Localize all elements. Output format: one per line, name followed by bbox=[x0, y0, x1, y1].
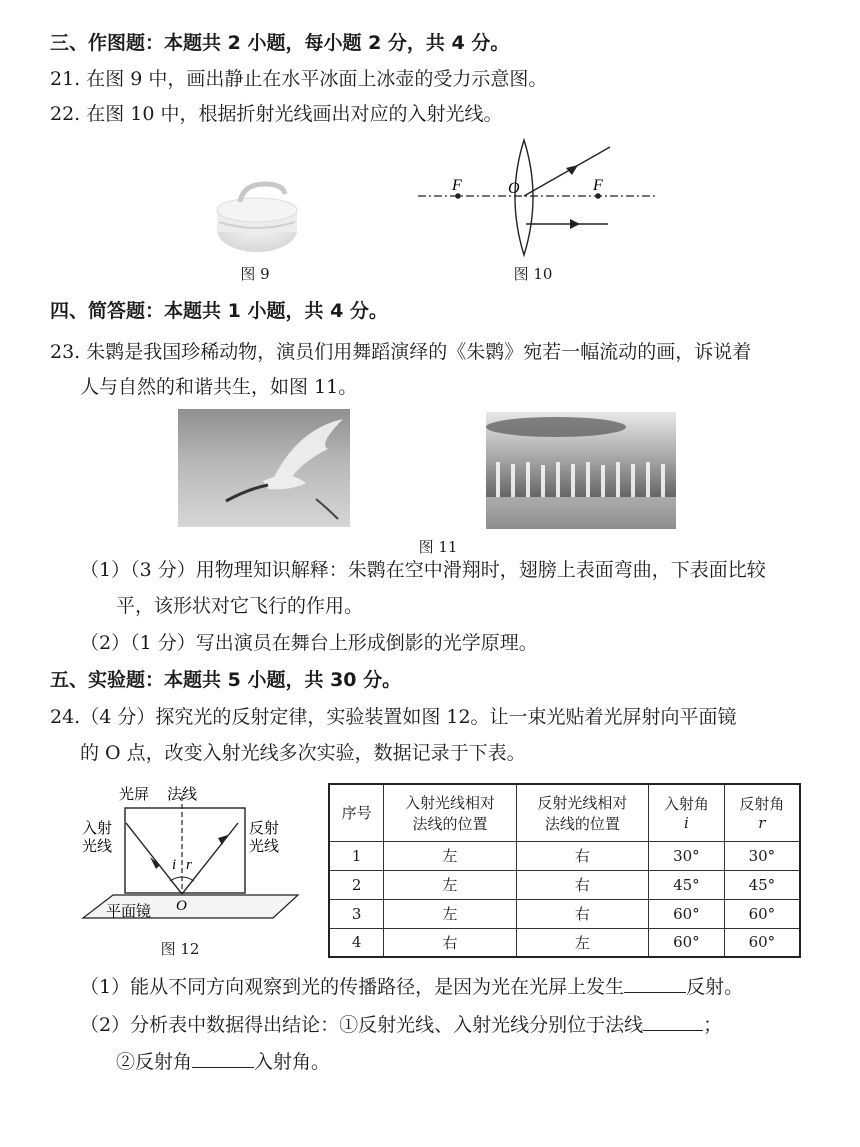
mirror-label: 平面镜 bbox=[106, 902, 152, 920]
header-reflect-angle: 反射角 r bbox=[724, 784, 800, 841]
table-cell: 30° bbox=[649, 841, 725, 870]
question-24-line2: 的 O 点，改变入射光线多次实验，数据记录于下表。 bbox=[80, 742, 526, 764]
table-cell: 2 bbox=[329, 870, 384, 899]
table-header-row bbox=[329, 784, 800, 841]
answer-blank-1[interactable] bbox=[624, 972, 686, 993]
focus-right-label: F bbox=[593, 177, 603, 194]
figure-11-caption: 图 11 bbox=[418, 538, 458, 556]
question-23-1-line2: 平，该形状对它飞行的作用。 bbox=[116, 595, 364, 617]
table-cell: 45° bbox=[724, 870, 800, 899]
crested-ibis-flying-photo bbox=[178, 409, 350, 527]
curling-stone-image bbox=[205, 172, 305, 257]
table-cell: 右 bbox=[384, 928, 516, 957]
header-reflect-position: 反射光线相对 法线的位置 bbox=[516, 784, 648, 841]
table-cell: 右 bbox=[516, 841, 648, 870]
table-cell: 左 bbox=[384, 870, 516, 899]
normal-line-label: 法线 bbox=[167, 785, 198, 803]
table-cell: 60° bbox=[724, 899, 800, 928]
figure-12-caption: 图 12 bbox=[160, 940, 200, 958]
question-23-line2: 人与自然的和谐共生，如图 11。 bbox=[80, 376, 358, 398]
header-index: 序号 bbox=[329, 784, 384, 841]
question-21: 21. 在图 9 中，画出静止在水平冰面上冰壶的受力示意图。 bbox=[50, 68, 548, 90]
table-row bbox=[329, 841, 800, 870]
figure-10-caption: 图 10 bbox=[513, 265, 553, 283]
question-24-2: （2）分析表中数据得出结论：①反射光线、入射光线分别位于法线 ； bbox=[80, 1010, 722, 1038]
section4-heading: 四、简答题：本题共 1 小题，共 4 分。 bbox=[50, 300, 388, 322]
incident-label-2: 光线 bbox=[82, 837, 113, 855]
table-cell: 右 bbox=[516, 899, 648, 928]
figure-9-caption: 图 9 bbox=[240, 265, 270, 283]
question-24-2b: ②反射角 入射角。 bbox=[116, 1047, 330, 1075]
answer-blank-2[interactable] bbox=[643, 1010, 703, 1031]
reflect-label-2: 光线 bbox=[249, 837, 280, 855]
table-cell: 60° bbox=[649, 928, 725, 957]
table-cell: 左 bbox=[384, 899, 516, 928]
table-cell: 60° bbox=[724, 928, 800, 957]
table-cell: 右 bbox=[516, 870, 648, 899]
table-cell: 左 bbox=[384, 841, 516, 870]
focus-left-label: F bbox=[452, 177, 462, 194]
answer-blank-3[interactable] bbox=[192, 1047, 254, 1068]
question-22: 22. 在图 10 中，根据折射光线画出对应的入射光线。 bbox=[50, 103, 503, 125]
question-23-line1: 23. 朱鹮是我国珍稀动物，演员们用舞蹈演绎的《朱鹮》宛若一幅流动的画，诉说着 bbox=[50, 341, 752, 363]
angle-i-label: i bbox=[172, 857, 177, 873]
table-cell: 30° bbox=[724, 841, 800, 870]
table-row bbox=[329, 899, 800, 928]
question-23-2: （2）（1 分）写出演员在舞台上形成倒影的光学原理。 bbox=[80, 632, 538, 654]
section5-heading: 五、实验题：本题共 5 小题，共 30 分。 bbox=[50, 669, 402, 691]
stage-dance-photo bbox=[486, 412, 676, 529]
reflection-apparatus-diagram bbox=[78, 783, 318, 933]
question-24-1: （1）能从不同方向观察到光的传播路径，是因为光在光屏上发生 反射。 bbox=[80, 972, 743, 1000]
table-row bbox=[329, 870, 800, 899]
table-cell: 45° bbox=[649, 870, 725, 899]
table-cell: 左 bbox=[516, 928, 648, 957]
point-o-label: O bbox=[176, 898, 187, 914]
table-row bbox=[329, 928, 800, 957]
header-incident-angle: 入射角 i bbox=[649, 784, 725, 841]
lens-diagram bbox=[410, 135, 660, 260]
table-cell: 3 bbox=[329, 899, 384, 928]
header-incident-position: 入射光线相对 法线的位置 bbox=[384, 784, 516, 841]
angle-r-label: r bbox=[186, 857, 192, 873]
table-cell: 4 bbox=[329, 928, 384, 957]
optical-center-label: O bbox=[508, 180, 520, 197]
reflect-label-1: 反射 bbox=[249, 819, 280, 837]
table-cell: 60° bbox=[649, 899, 725, 928]
incident-label-1: 入射 bbox=[82, 819, 113, 837]
reflection-data-table bbox=[328, 783, 801, 958]
table-cell: 1 bbox=[329, 841, 384, 870]
question-24-line1: 24.（4 分）探究光的反射定律，实验装置如图 12。让一束光贴着光屏射向平面镜 bbox=[50, 706, 737, 728]
section3-heading: 三、作图题：本题共 2 小题，每小题 2 分，共 4 分。 bbox=[50, 32, 510, 54]
question-23-1-line1: （1）（3 分）用物理知识解释：朱鹮在空中滑翔时，翅膀上表面弯曲，下表面比较 bbox=[80, 559, 766, 581]
screen-label: 光屏 bbox=[119, 785, 150, 803]
